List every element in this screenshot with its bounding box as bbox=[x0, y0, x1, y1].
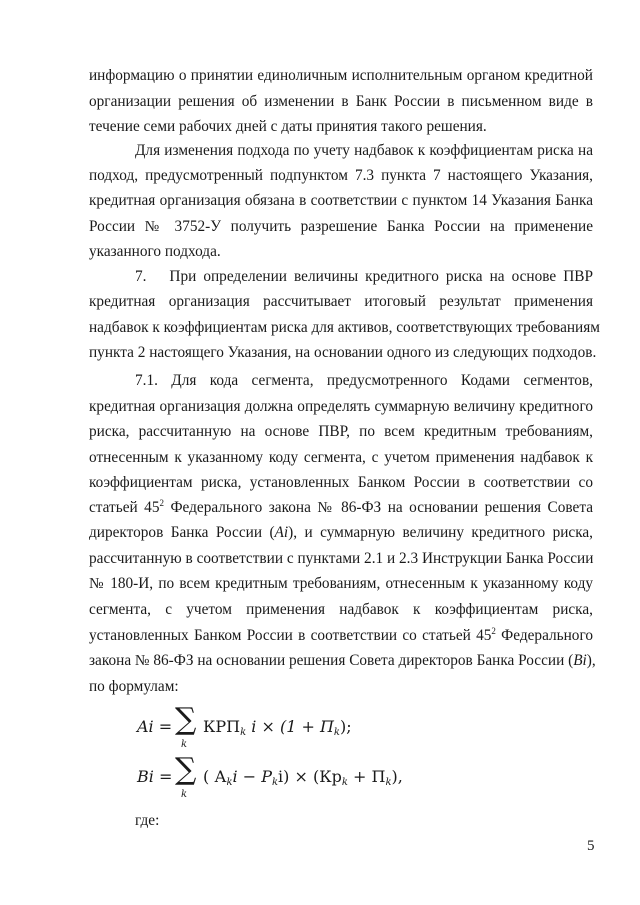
text-line: закона № 86-ФЗ на основании решения Совета директоров Банка России (Bi), bbox=[89, 652, 596, 669]
text-line: Для изменения подхода по учету надбавок к коэффициентам риска на bbox=[135, 142, 593, 159]
text-line: сегмента, с учетом применения надбавок к коэффициентам риска, bbox=[89, 601, 593, 618]
text-line: № 180-И, по всем кредитным требованиям, отнесенным к указанному коду bbox=[89, 575, 593, 592]
sum-index: k bbox=[181, 789, 188, 800]
text-line: 7.1. Для кода сегмента, предусмотренного Кодами сегментов, bbox=[135, 372, 593, 389]
text-line: отнесенным к указанному коду сегмента, с учетом применения надбавок к bbox=[89, 449, 593, 466]
text-line: по формулам: bbox=[89, 678, 179, 695]
text-line: коэффициентам риска, установленных Банком России в соответствии со bbox=[89, 474, 593, 491]
text-line: надбавок к коэффициентам риска для активов, соответствующих требованиям bbox=[89, 319, 600, 336]
page-number: 5 bbox=[587, 838, 595, 854]
formula-a-body: $КРП_k$ $i \times (1 + П_k)$; bbox=[203, 717, 352, 738]
text-line: кредитная организация должна определять суммарную величину кредитного bbox=[89, 398, 593, 415]
sum-index: k bbox=[181, 739, 188, 750]
text-line: риска, рассчитанную на основе ПВР, по всем кредитным требованиям, bbox=[89, 423, 593, 440]
text-line: пункта 2 настоящего Указания, на основании одного из следующих подходов. bbox=[89, 344, 597, 361]
text-line: кредитная организация обязана в соответствии с пунктом 14 Указания Банка bbox=[89, 192, 593, 209]
text-line: течение семи рабочих дней с даты принятия такого решения. bbox=[89, 118, 487, 135]
text-line: директоров Банка России (Ai), и суммарную величину кредитного риска, bbox=[89, 524, 594, 541]
sum-symbol: ∑ bbox=[175, 752, 197, 787]
text-line: России № 3752-У получить разрешение Банка России на применение bbox=[89, 218, 593, 235]
text-line: 7. При определении величины кредитного риска на основе ПВР bbox=[135, 268, 593, 285]
text-line: организации решения об изменении в Банк России в письменном виде в bbox=[89, 93, 593, 110]
text-line: подход, предусмотренный подпунктом 7.3 пункта 7 настоящего Указания, bbox=[89, 167, 593, 184]
where-label: где: bbox=[135, 812, 160, 829]
sum-symbol: ∑ bbox=[175, 702, 197, 737]
text-line: информацию о принятии единоличным исполнительным органом кредитной bbox=[89, 67, 593, 84]
text-line: кредитная организация рассчитывает итоговый результат применения bbox=[89, 293, 593, 310]
text-line: указанного подхода. bbox=[89, 243, 221, 260]
formula-a-lhs: Ai = bbox=[137, 717, 173, 736]
formula-b-body: ( $А_ki - Р_ki) \times (Кр_k + П_k)$, bbox=[203, 767, 403, 788]
formula-b-lhs: Bi = bbox=[137, 767, 173, 786]
text-line: рассчитанную в соответствии с пунктами 2.1 и 2.3 Инструкции Банка России bbox=[89, 550, 594, 567]
text-line: статьей $45^2$ Федерального закона № 86-ФЗ на основании решения Совета bbox=[89, 498, 593, 516]
text-line: установленных Банком России в соответствии со статьей $45^2$ Федерального bbox=[89, 626, 593, 644]
